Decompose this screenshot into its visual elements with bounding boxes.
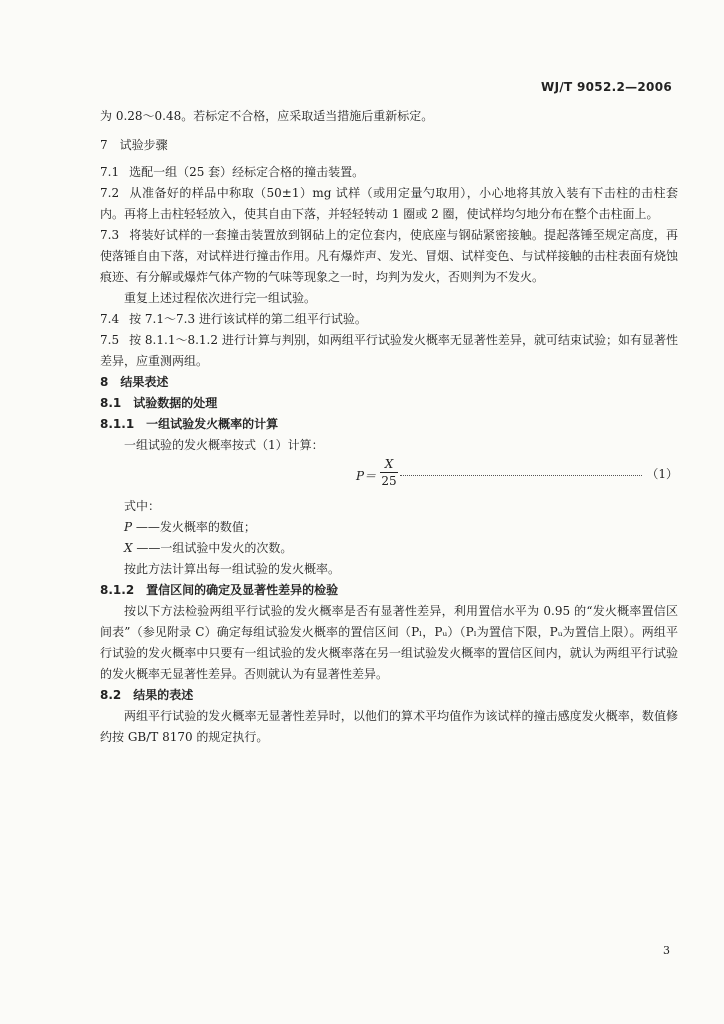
formula-numerator: X — [384, 457, 394, 471]
formula-leader-dots — [400, 469, 642, 476]
formula-intro: 一组试验的发火概率按式（1）计算： — [124, 438, 324, 452]
clause-number: 7.3 — [100, 228, 120, 242]
intro-line: 为 0.28～0.48。若标定不合格，应采取适当措施后重新标定。 — [100, 109, 434, 123]
clause-8-2-text: 两组平行试验的发火概率无显著性差异时，以他们的算术平均值作为该试样的撞击感度发火概率，数值修约按 GB/T 8170 的规定执行。 — [100, 709, 678, 744]
section-title: 置信区间的确定及显著性差异的检验 — [146, 583, 339, 597]
section-number: 8.1 — [100, 396, 122, 410]
variable-description: ——一组试验中发火的次数。 — [136, 541, 293, 555]
clause-number: 7.5 — [100, 333, 120, 347]
section-8-1-1-heading — [100, 414, 678, 435]
clause-number: 7.1 — [100, 165, 120, 179]
section-number: 7 — [100, 138, 108, 152]
section-title: 一组试验发火概率的计算 — [146, 417, 279, 431]
variable-p-definition — [124, 517, 678, 538]
section-number: 8.1.1 — [100, 417, 135, 431]
where-label: 式中： — [124, 499, 161, 513]
section-8-1-heading — [100, 393, 678, 414]
section-number: 8.1.2 — [100, 583, 135, 597]
clause-7-1 — [100, 162, 678, 183]
variable-description: ——发火概率的数值； — [135, 520, 256, 534]
section-title: 试验数据的处理 — [133, 396, 218, 410]
clause-number: 7.4 — [100, 312, 120, 326]
page-number: 3 — [663, 944, 670, 957]
clause-text: 选配一组（25 套）经标定合格的撞击装置。 — [129, 165, 365, 179]
variable-symbol: X — [124, 541, 133, 555]
clause-7-5 — [100, 330, 678, 372]
formula-fraction — [380, 456, 398, 489]
variable-symbol: P — [124, 520, 133, 534]
formula-denominator: 25 — [381, 474, 397, 488]
clause-text: 从准备好的样品中称取（50±1）mg 试样（或用定量勺取用），小心地将其放入装有下击柱的击柱套内。再将上击柱轻轻放入，使其自由下落，并轻轻转动 1 圈或 2 圈，使试样均匀地分布在整个击柱面上。 — [100, 186, 678, 221]
section-title: 试验步骤 — [119, 138, 168, 152]
formula-1 — [100, 458, 678, 492]
clause-7-3 — [100, 225, 678, 288]
section-8-2-heading — [100, 685, 678, 706]
section-title: 结果的表述 — [133, 688, 194, 702]
section-7-heading — [100, 135, 678, 156]
clause-8-1-2-text: 按以下方法检验两组平行试验的发火概率是否有显著性差异，利用置信水平为 0.95 的“发火概率置信区间表”（参见附录 C）确定每组试验发火概率的置信区间（Pₗ，Pᵤ）（Pₗ为置信下限，Pᵤ为置信上限）。两组平行试验的发火概率中只要有一组试验的发火概率落在另一组试验发火概率的置信区间内，就认为两组平行试验的发火概率无显著性差异。否则就认为有显著性差异。 — [100, 604, 678, 681]
clause-text: 按 8.1.1～8.1.2 进行计算与判别，如两组平行试验发火概率无显著性差异，就可结束试验；如有显著性差异，应重测两组。 — [100, 333, 678, 368]
section-number: 8.2 — [100, 688, 122, 702]
formula-number: （1） — [646, 467, 678, 481]
calc-note: 按此方法计算出每一组试验的发火概率。 — [124, 562, 341, 576]
section-8-heading — [100, 372, 678, 393]
section-title: 结果表述 — [120, 375, 169, 389]
clause-7-3-repeat: 重复上述过程依次进行完一组试验。 — [124, 291, 317, 305]
clause-text: 按 7.1～7.3 进行该试样的第二组平行试验。 — [129, 312, 367, 326]
document-body — [100, 106, 678, 748]
clause-7-4 — [100, 309, 678, 330]
clause-number: 7.2 — [100, 186, 120, 200]
clause-7-2 — [100, 183, 678, 225]
variable-x-definition — [124, 538, 678, 559]
formula-lhs: P＝ — [356, 469, 377, 483]
section-number: 8 — [100, 375, 109, 389]
section-8-1-2-heading — [100, 580, 678, 601]
standard-code: WJ/T 9052.2—2006 — [541, 80, 672, 94]
clause-text: 将装好试样的一套撞击装置放到钢砧上的定位套内，使底座与钢砧紧密接触。提起落锤至规定高度，再使落锤自由下落，对试样进行撞击作用。凡有爆炸声、发光、冒烟、试样变色、与试样接触的击柱表面有烧蚀痕迹、有分解或爆炸气体产物的气味等现象之一时，均判为发火，否则判为不发火。 — [100, 228, 678, 284]
